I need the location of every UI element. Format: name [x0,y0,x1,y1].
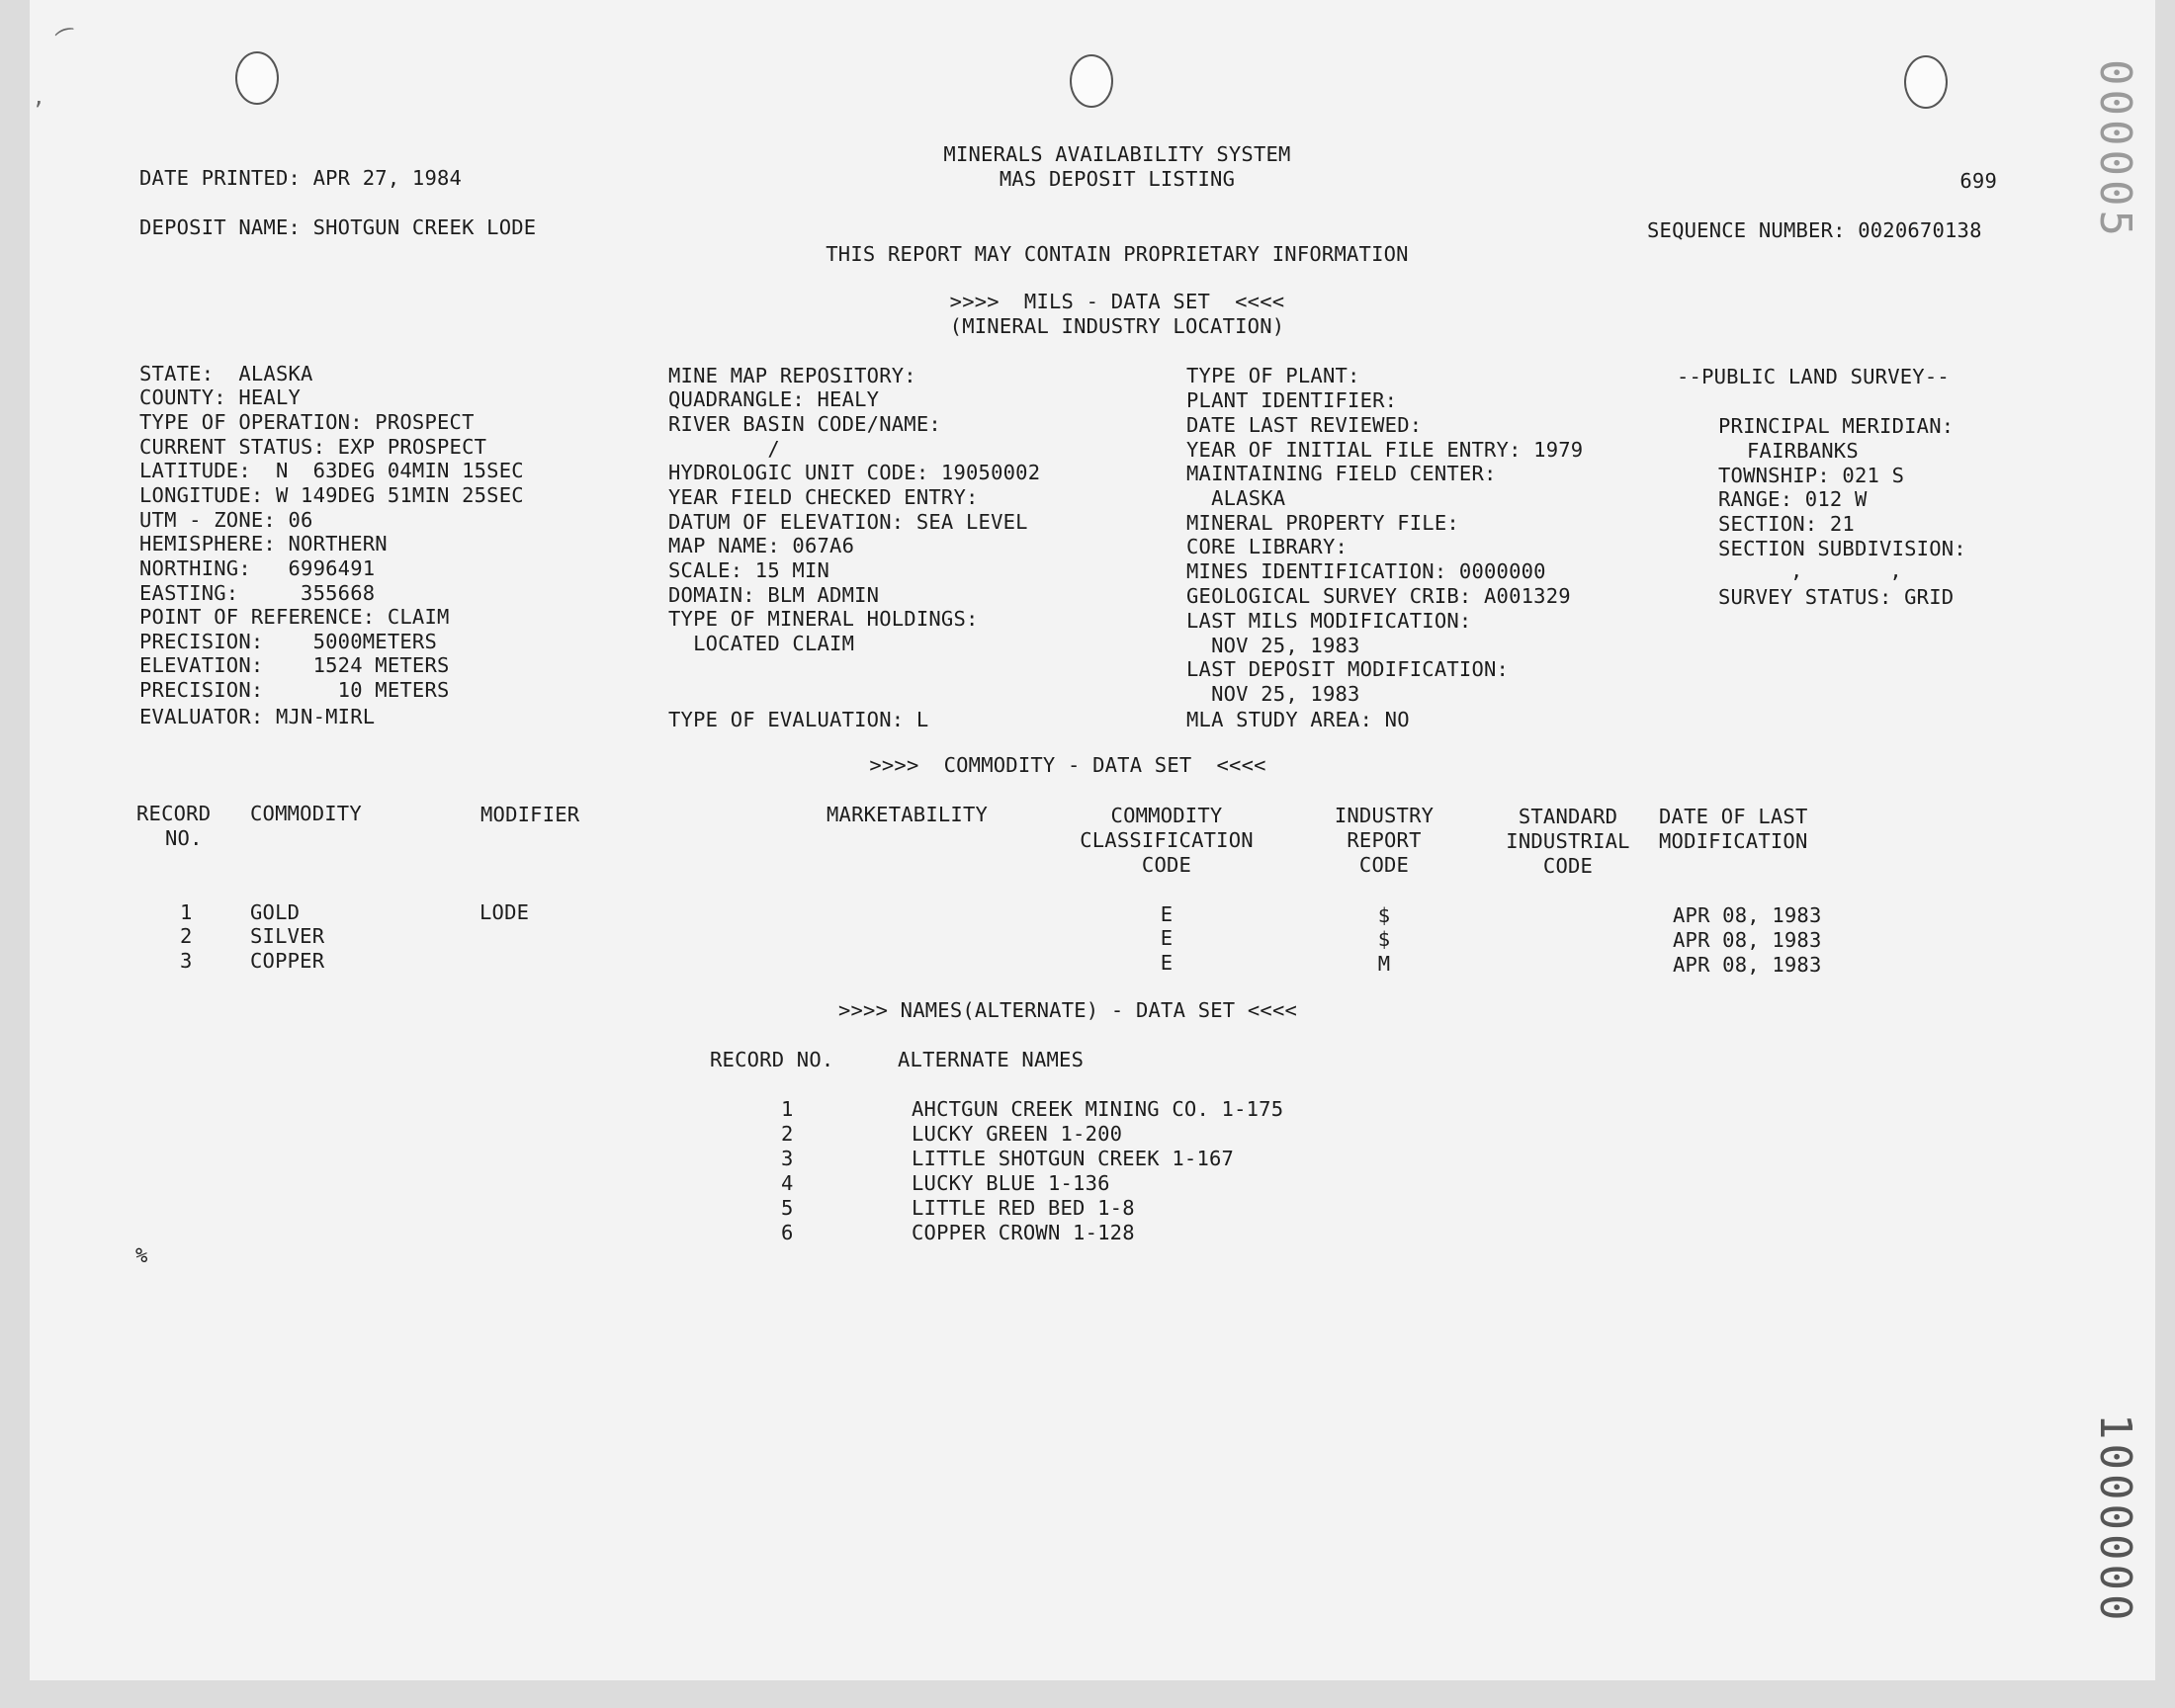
mils-field: LAST DEPOSIT MODIFICATION: [1186,657,1510,681]
classification-code: E [1160,951,1174,975]
mils-field: LOCATED CLAIM [668,632,855,655]
subdivision-marks: , , [1790,558,1902,582]
mils-field: GEOLOGICAL SURVEY CRIB: A001329 [1186,584,1571,608]
col-header-sic: STANDARD [1518,805,1618,828]
report-page [30,0,2155,1680]
pencil-tick-icon: ’ [32,99,45,124]
classification-code: E [1160,926,1174,950]
alternate-name: LUCKY GREEN 1-200 [912,1122,1123,1146]
mils-field: SCALE: 15 MIN [668,558,830,582]
section: SECTION: 21 [1718,512,1855,536]
mils-subtitle: (MINERAL INDUSTRY LOCATION) [949,314,1285,338]
names-title: >>>> NAMES(ALTERNATE) - DATA SET <<<< [837,998,1298,1022]
mils-field: RIVER BASIN CODE/NAME: [668,412,941,436]
alternate-name: LITTLE RED BED 1-8 [912,1196,1135,1220]
mils-field: DATE LAST REVIEWED: [1186,413,1423,437]
classification-code: E [1160,902,1174,926]
col-header-commodity: COMMODITY [250,802,362,825]
mils-field: POINT OF REFERENCE: CLAIM [139,605,450,629]
mils-field: / [668,437,780,461]
mils-field: LAST MILS MODIFICATION: [1186,609,1472,633]
modification-date: APR 08, 1983 [1673,903,1822,927]
alternate-name: LUCKY BLUE 1-136 [912,1171,1110,1195]
system-title: MINERALS AVAILABILITY SYSTEM [943,142,1291,166]
principal-meridian-value: FAIRBANKS [1747,439,1859,463]
col-header-sic: INDUSTRIAL [1506,829,1630,853]
col-header-industry: REPORT [1347,828,1422,852]
mils-field: ALASKA [1186,486,1286,510]
commodity-name: SILVER [250,924,325,948]
col-header-sic: CODE [1542,854,1594,878]
names-header-alternate: ALTERNATE NAMES [898,1048,1085,1071]
mils-field: PRECISION: 10 METERS [139,678,450,702]
type-of-evaluation: TYPE OF EVALUATION: L [668,708,929,731]
report-code: $ [1377,927,1391,951]
col-header-industry: CODE [1358,853,1410,877]
mils-field: MAP NAME: 067A6 [668,534,855,557]
mils-field: TYPE OF PLANT: [1186,364,1360,387]
name-record-no: 1 [781,1097,794,1121]
township: TOWNSHIP: 021 S [1718,464,1905,487]
col-header-modifier: MODIFIER [480,803,580,826]
mils-field: LONGITUDE: W 149DEG 51MIN 25SEC [139,483,524,507]
mils-field: QUADRANGLE: HEALY [668,387,880,411]
mils-field: YEAR OF INITIAL FILE ENTRY: 1979 [1186,438,1584,462]
record-no: 2 [180,924,193,948]
mils-field: UTM - ZONE: 06 [139,508,313,532]
sequence-number: SEQUENCE NUMBER: 0020670138 [1647,218,1982,242]
footer-percent-mark: % [135,1243,148,1267]
pls-title: --PUBLIC LAND SURVEY-- [1677,365,1950,388]
report-code: M [1377,952,1391,976]
alternate-name: COPPER CROWN 1-128 [912,1221,1135,1244]
mils-field: NOV 25, 1983 [1186,682,1360,706]
col-header-classification: CODE [1141,853,1192,877]
section-subdivision: SECTION SUBDIVISION: [1718,537,1966,560]
commodity-name: GOLD [250,900,301,924]
report-code: $ [1377,903,1391,927]
listing-title: MAS DEPOSIT LISTING [999,167,1236,191]
mils-field: EASTING: 355668 [139,581,376,605]
punch-hole-right [1904,55,1948,109]
mils-title: >>>> MILS - DATA SET <<<< [949,290,1285,313]
modification-date: APR 08, 1983 [1673,953,1822,977]
mils-field: TYPE OF MINERAL HOLDINGS: [668,607,979,631]
col-header-industry: INDUSTRY [1334,804,1435,827]
page-stamp-top: 000005 [2090,59,2140,240]
alternate-name: AHCTGUN CREEK MINING CO. 1-175 [912,1097,1284,1121]
mils-field: HYDROLOGIC UNIT CODE: 19050002 [668,461,1041,484]
col-header-marketability: MARKETABILITY [826,803,989,826]
name-record-no: 2 [781,1122,794,1146]
name-record-no: 5 [781,1196,794,1220]
mils-field: PRECISION: 5000METERS [139,630,438,653]
range: RANGE: 012 W [1718,487,1868,511]
mils-field: LATITUDE: N 63DEG 04MIN 15SEC [139,459,524,482]
mils-field: MAINTAINING FIELD CENTER: [1186,462,1497,485]
punch-hole-center [1070,54,1113,108]
name-record-no: 3 [781,1147,794,1170]
commodity-title: >>>> COMMODITY - DATA SET <<<< [869,753,1266,777]
col-header-classification: CLASSIFICATION [1080,828,1254,852]
modification-date: APR 08, 1983 [1673,928,1822,952]
page-number: 699 [1959,169,1997,193]
mils-field: TYPE OF OPERATION: PROSPECT [139,410,475,434]
mils-field: MINERAL PROPERTY FILE: [1186,511,1459,535]
mils-field: EVALUATOR: MJN-MIRL [139,705,376,728]
col-header-classification: COMMODITY [1110,804,1223,827]
survey-status: SURVEY STATUS: GRID [1718,585,1955,609]
col-header-date: MODIFICATION [1659,829,1808,853]
principal-meridian-label: PRINCIPAL MERIDIAN: [1718,414,1955,438]
mils-field: NORTHING: 6996491 [139,556,376,580]
deposit-name: DEPOSIT NAME: SHOTGUN CREEK LODE [139,215,537,239]
mils-field: MINES IDENTIFICATION: 0000000 [1186,559,1546,583]
mils-field: CORE LIBRARY: [1186,535,1348,558]
col-header-record: RECORD [136,802,212,825]
record-no: 3 [180,949,193,973]
commodity-name: COPPER [250,949,325,973]
name-record-no: 4 [781,1171,794,1195]
page-stamp-bottom: 1000000 [2090,1413,2140,1625]
mils-field: COUNTY: HEALY [139,385,302,409]
pencil-mark-icon: ⁀ [55,27,81,57]
names-header-record: RECORD NO. [710,1048,834,1071]
col-header-record: NO. [165,826,203,850]
mils-field: DATUM OF ELEVATION: SEA LEVEL [668,510,1028,534]
mils-field: ELEVATION: 1524 METERS [139,653,450,677]
alternate-name: LITTLE SHOTGUN CREEK 1-167 [912,1147,1235,1170]
record-no: 1 [180,900,193,924]
mils-field: HEMISPHERE: NORTHERN [139,532,388,555]
col-header-date: DATE OF LAST [1659,805,1808,828]
name-record-no: 6 [781,1221,794,1244]
mils-field: NOV 25, 1983 [1186,634,1360,657]
mils-field: MINE MAP REPOSITORY: [668,364,916,387]
punch-hole-left [235,51,279,105]
date-printed: DATE PRINTED: APR 27, 1984 [139,166,463,190]
mils-field: PLANT IDENTIFIER: [1186,388,1398,412]
proprietary-notice: THIS REPORT MAY CONTAIN PROPRIETARY INFORMATION [826,242,1409,266]
mils-field: STATE: ALASKA [139,362,313,385]
mils-field: YEAR FIELD CHECKED ENTRY: [668,485,979,509]
modifier: LODE [479,900,530,924]
mils-field: MLA STUDY AREA: NO [1186,708,1410,731]
mils-field: CURRENT STATUS: EXP PROSPECT [139,435,487,459]
mils-field: DOMAIN: BLM ADMIN [668,583,880,607]
